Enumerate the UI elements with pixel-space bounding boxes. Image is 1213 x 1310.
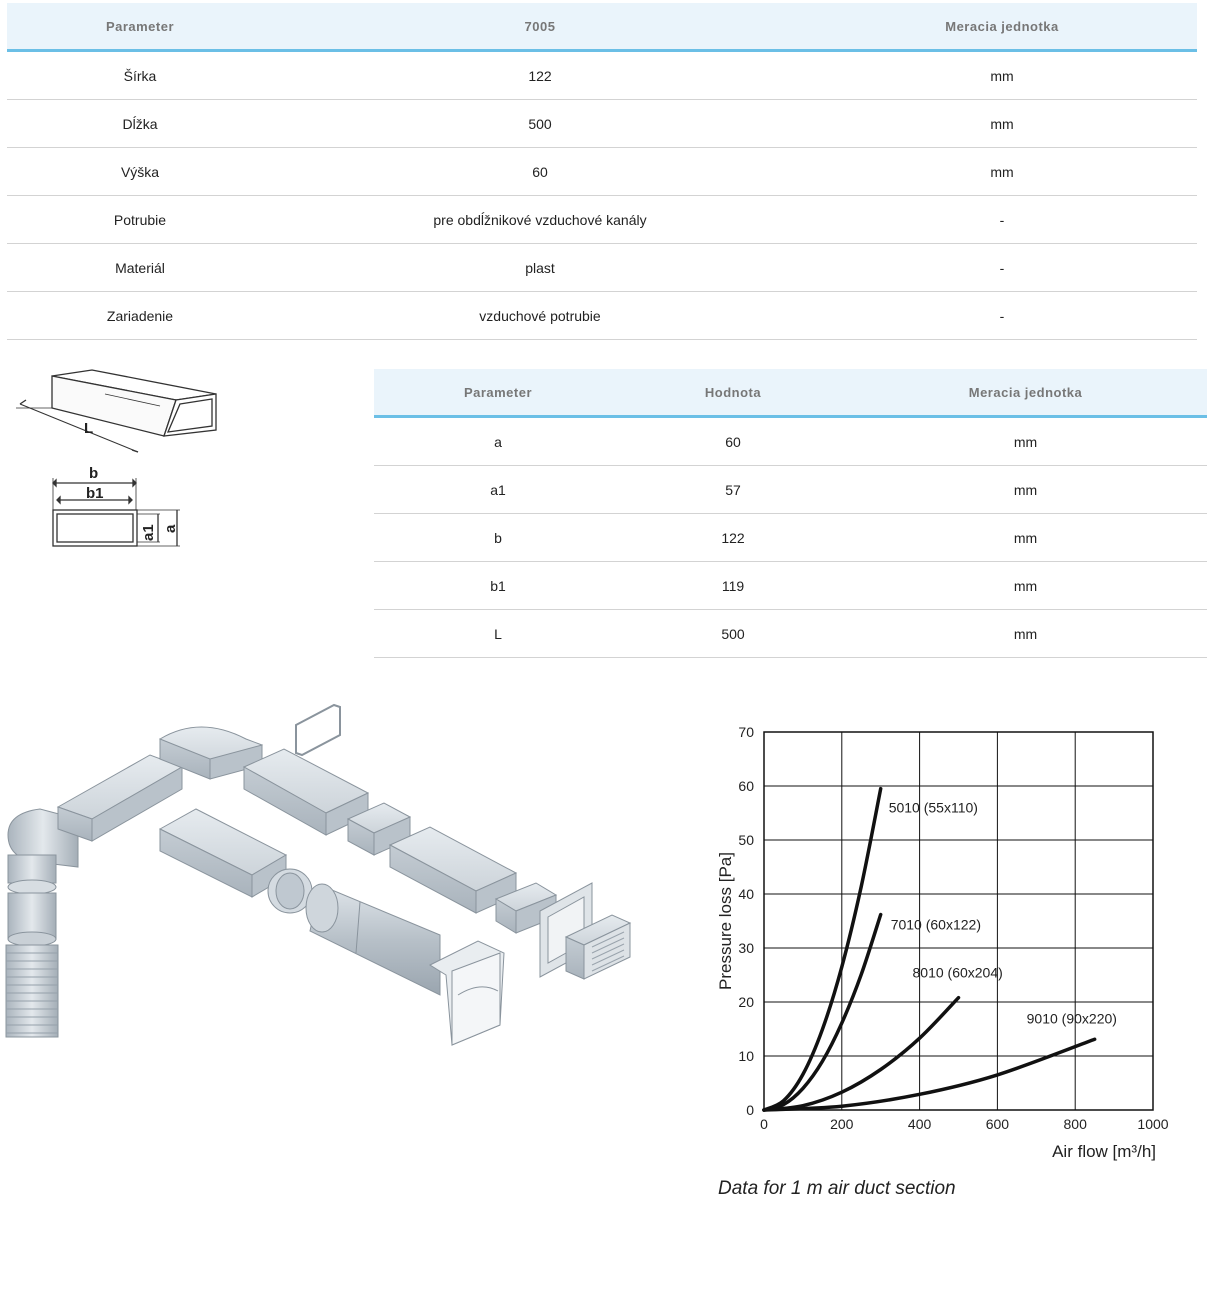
table-row — [374, 562, 1207, 610]
y-axis-ticks — [738, 724, 754, 1118]
cell-value: 119 — [622, 562, 844, 610]
cell-parameter: Materiál — [7, 244, 273, 292]
x-axis-ticks — [760, 1116, 1169, 1132]
series-label: 7010 (60x122) — [890, 916, 981, 933]
cell-parameter: b — [374, 514, 622, 562]
x-tick-label: 600 — [985, 1116, 1010, 1132]
x-tick-label: 1000 — [1137, 1116, 1169, 1132]
x-axis-label: Air flow [m³/h] — [1052, 1142, 1156, 1161]
table-header-row — [374, 369, 1207, 417]
cell-value: 57 — [622, 466, 844, 514]
x-tick-label: 0 — [760, 1116, 768, 1132]
table-row — [374, 610, 1207, 658]
cell-unit: mm — [844, 562, 1207, 610]
y-tick-label: 70 — [738, 724, 754, 740]
dim-label-a: a — [162, 524, 179, 533]
y-tick-label: 40 — [738, 886, 754, 902]
cell-parameter: a1 — [374, 466, 622, 514]
x-tick-label: 400 — [907, 1116, 932, 1132]
duct-cross-section — [53, 478, 180, 546]
duct-isometric — [16, 370, 216, 452]
cell-parameter: Šírka — [7, 51, 273, 100]
cell-unit: mm — [844, 466, 1207, 514]
x-tick-label: 200 — [830, 1116, 854, 1132]
y-tick-label: 20 — [738, 994, 754, 1010]
cell-value: 122 — [273, 51, 807, 100]
table-row — [7, 196, 1197, 244]
cell-parameter: L — [374, 610, 622, 658]
table-row — [7, 100, 1197, 148]
cell-parameter: Dĺžka — [7, 100, 273, 148]
cell-parameter: Zariadenie — [7, 292, 273, 340]
cell-unit: - — [807, 244, 1197, 292]
y-tick-label: 0 — [746, 1102, 754, 1118]
table-row — [374, 417, 1207, 466]
dim-label-b: b — [89, 465, 99, 482]
cell-unit: mm — [807, 100, 1197, 148]
cell-unit: mm — [844, 417, 1207, 466]
cell-unit: mm — [844, 610, 1207, 658]
table-row — [7, 148, 1197, 196]
cell-value: 500 — [622, 610, 844, 658]
series-label: 8010 (60x204) — [912, 964, 1003, 981]
table-row — [374, 514, 1207, 562]
cell-unit: mm — [807, 148, 1197, 196]
table-header-row — [7, 3, 1197, 51]
y-axis-label: Pressure loss [Pa] — [716, 852, 735, 990]
parameter-table — [7, 3, 1197, 340]
dim-label-a1: a1 — [140, 524, 157, 541]
duct-parts — [6, 705, 630, 1045]
header-value: Hodnota — [622, 369, 844, 417]
series-label: 9010 (90x220) — [1026, 1010, 1117, 1027]
x-tick-label: 800 — [1063, 1116, 1087, 1132]
cell-value: 60 — [622, 417, 844, 466]
chart-caption: Data for 1 m air duct section — [718, 1178, 956, 1199]
cell-unit: - — [807, 292, 1197, 340]
header-model: 7005 — [273, 3, 807, 51]
table-row — [7, 292, 1197, 340]
cell-value: plast — [273, 244, 807, 292]
header-parameter: Parameter — [374, 369, 622, 417]
dim-label-L: L — [84, 420, 94, 437]
cell-value: pre obdĺžnikové vzduchové kanály — [273, 196, 807, 244]
duct-dimension-drawing — [10, 360, 230, 560]
cell-unit: mm — [844, 514, 1207, 562]
header-parameter: Parameter — [7, 3, 273, 51]
y-tick-label: 30 — [738, 940, 754, 956]
cell-parameter: b1 — [374, 562, 622, 610]
cell-value: vzduchové potrubie — [273, 292, 807, 340]
cell-value: 122 — [622, 514, 844, 562]
flex-hose — [6, 945, 58, 1037]
cell-value: 60 — [273, 148, 807, 196]
header-unit: Meracia jednotka — [807, 3, 1197, 51]
table-row — [7, 244, 1197, 292]
cell-parameter: Výška — [7, 148, 273, 196]
table-row — [7, 51, 1197, 100]
y-tick-label: 50 — [738, 832, 754, 848]
series-label: 5010 (55x110) — [888, 799, 978, 816]
cell-value: 500 — [273, 100, 807, 148]
cell-parameter: Potrubie — [7, 196, 273, 244]
table-row — [374, 466, 1207, 514]
cell-unit: mm — [807, 51, 1197, 100]
header-unit: Meracia jednotka — [844, 369, 1207, 417]
duct-system-illustration — [0, 695, 640, 1055]
cell-parameter: a — [374, 417, 622, 466]
y-tick-label: 60 — [738, 778, 754, 794]
pressure-loss-chart — [700, 715, 1200, 1175]
dim-label-b1: b1 — [86, 485, 104, 502]
y-tick-label: 10 — [738, 1048, 754, 1064]
dimension-table — [374, 369, 1207, 658]
cell-unit: - — [807, 196, 1197, 244]
